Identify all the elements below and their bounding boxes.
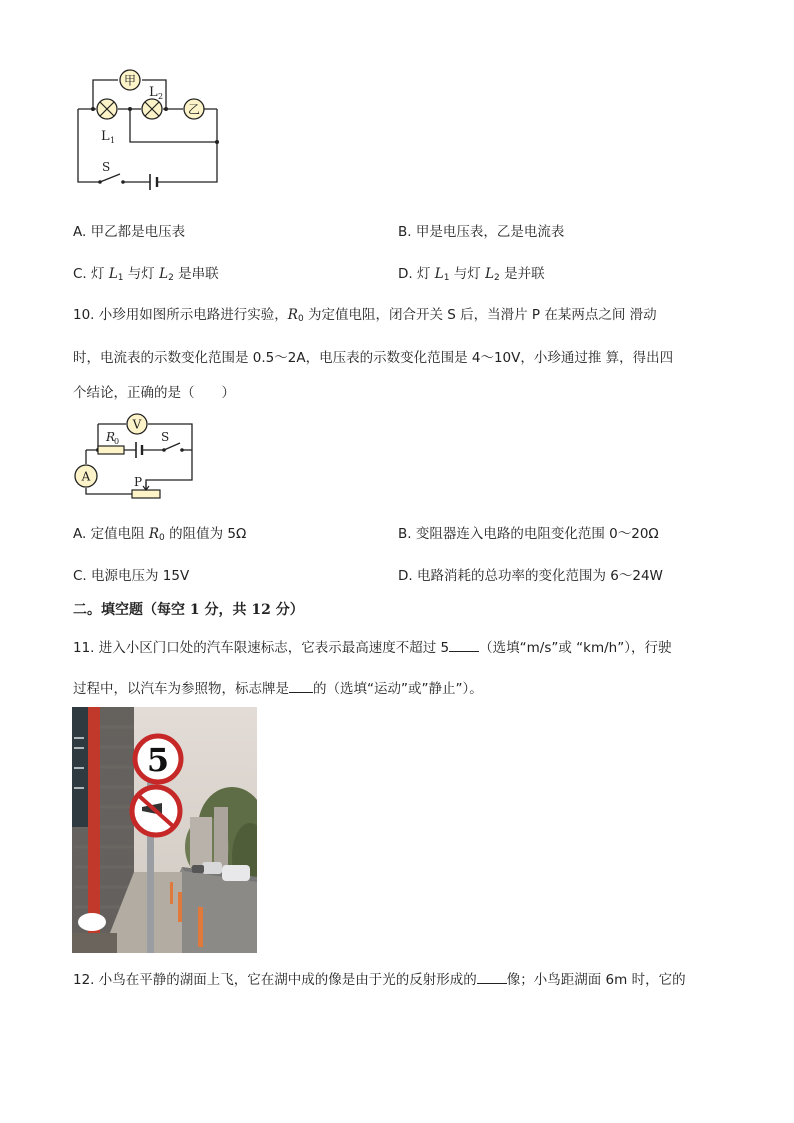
q10-line-2: 时，电流表的示数变化范围是 0.5～2A，电压表的示数变化范围是 4～10V，小珍通过推 算，得出四 (73, 350, 674, 366)
voltmeter-label: V (132, 417, 142, 432)
q11-blank-1[interactable] (449, 639, 479, 652)
voltmeter (127, 414, 147, 434)
q9-option-c: C. 灯 $L_1$ 与灯 $L_2$ 是串联 (73, 266, 219, 283)
q12-blank-1[interactable] (477, 971, 507, 984)
resistor-r0-sub: 0 (114, 437, 120, 446)
q9-option-a: A. 甲乙都是电压表 (73, 224, 186, 240)
meter-yi (184, 99, 204, 119)
slide-rheostat (132, 490, 160, 498)
lamp-l2 (142, 99, 162, 119)
circuit-diagram-2 (72, 410, 197, 502)
q10-option-b: B. 变阻器连入电路的电阻变化范围 0～20Ω (398, 526, 659, 542)
circuit-diagram-1 (70, 68, 230, 190)
lamp-l1 (97, 99, 117, 119)
section-heading-fill-in: 二。填空题（每空 1 分，共 12 分） (73, 602, 304, 618)
q11-line-2: 过程中，以汽车为参照物，标志牌是 的（选填“运动”或”静止”）。 (73, 681, 483, 697)
q10-line-3: 个结论，正确的是（ ） (73, 385, 235, 401)
q10-option-d: D. 电路消耗的总功率的变化范围为 6～24W (398, 568, 663, 584)
resistor-r0 (98, 446, 124, 454)
resistor-r0-label: R (106, 430, 116, 444)
speed-limit-number: 5 (146, 741, 170, 779)
q10-line-1: 10. 小珍用如图所示电路进行实验，$R_0$ 为定值电阻，闭合开关 S 后，当滑片 P 在某两点之间 滑动 (73, 307, 657, 324)
lamp-l1-label: L (101, 129, 110, 144)
lamp-l2-label: L (149, 85, 158, 100)
speed-limit-sign-photo (72, 707, 257, 953)
ammeter-label: A (81, 469, 91, 484)
meter-jia (120, 70, 140, 90)
lamp-l2-sub: 2 (158, 92, 164, 101)
lamp-l1-sub: 1 (110, 136, 116, 145)
q9-option-d: D. 灯 $L_1$ 与灯 $L_2$ 是并联 (398, 266, 545, 283)
slider-label: P (134, 475, 143, 489)
q11-blank-2[interactable] (289, 680, 313, 693)
q10-option-c: C. 电源电压为 15V (73, 568, 190, 584)
q10-option-a: A. 定值电阻 $R_0$ 的阻值为 5Ω (73, 526, 247, 543)
q11-line-1: 11. 进入小区门口处的汽车限速标志，它表示最高速度不超过 5 （选填“m/s”或 “km/h”），行驶 (73, 640, 672, 656)
meter-jia-label: 甲 (123, 73, 137, 88)
switch-label-2: S (161, 430, 170, 444)
switch-label: S (102, 160, 111, 174)
q12-line-1: 12. 小鸟在平静的湖面上飞，它在湖中成的像是由于光的反射形成的 像；小鸟距湖面 6m 时，它的 (73, 972, 686, 988)
meter-yi-label: 乙 (187, 102, 201, 117)
ammeter (75, 465, 97, 487)
q9-option-b: B. 甲是电压表，乙是电流表 (398, 224, 565, 240)
